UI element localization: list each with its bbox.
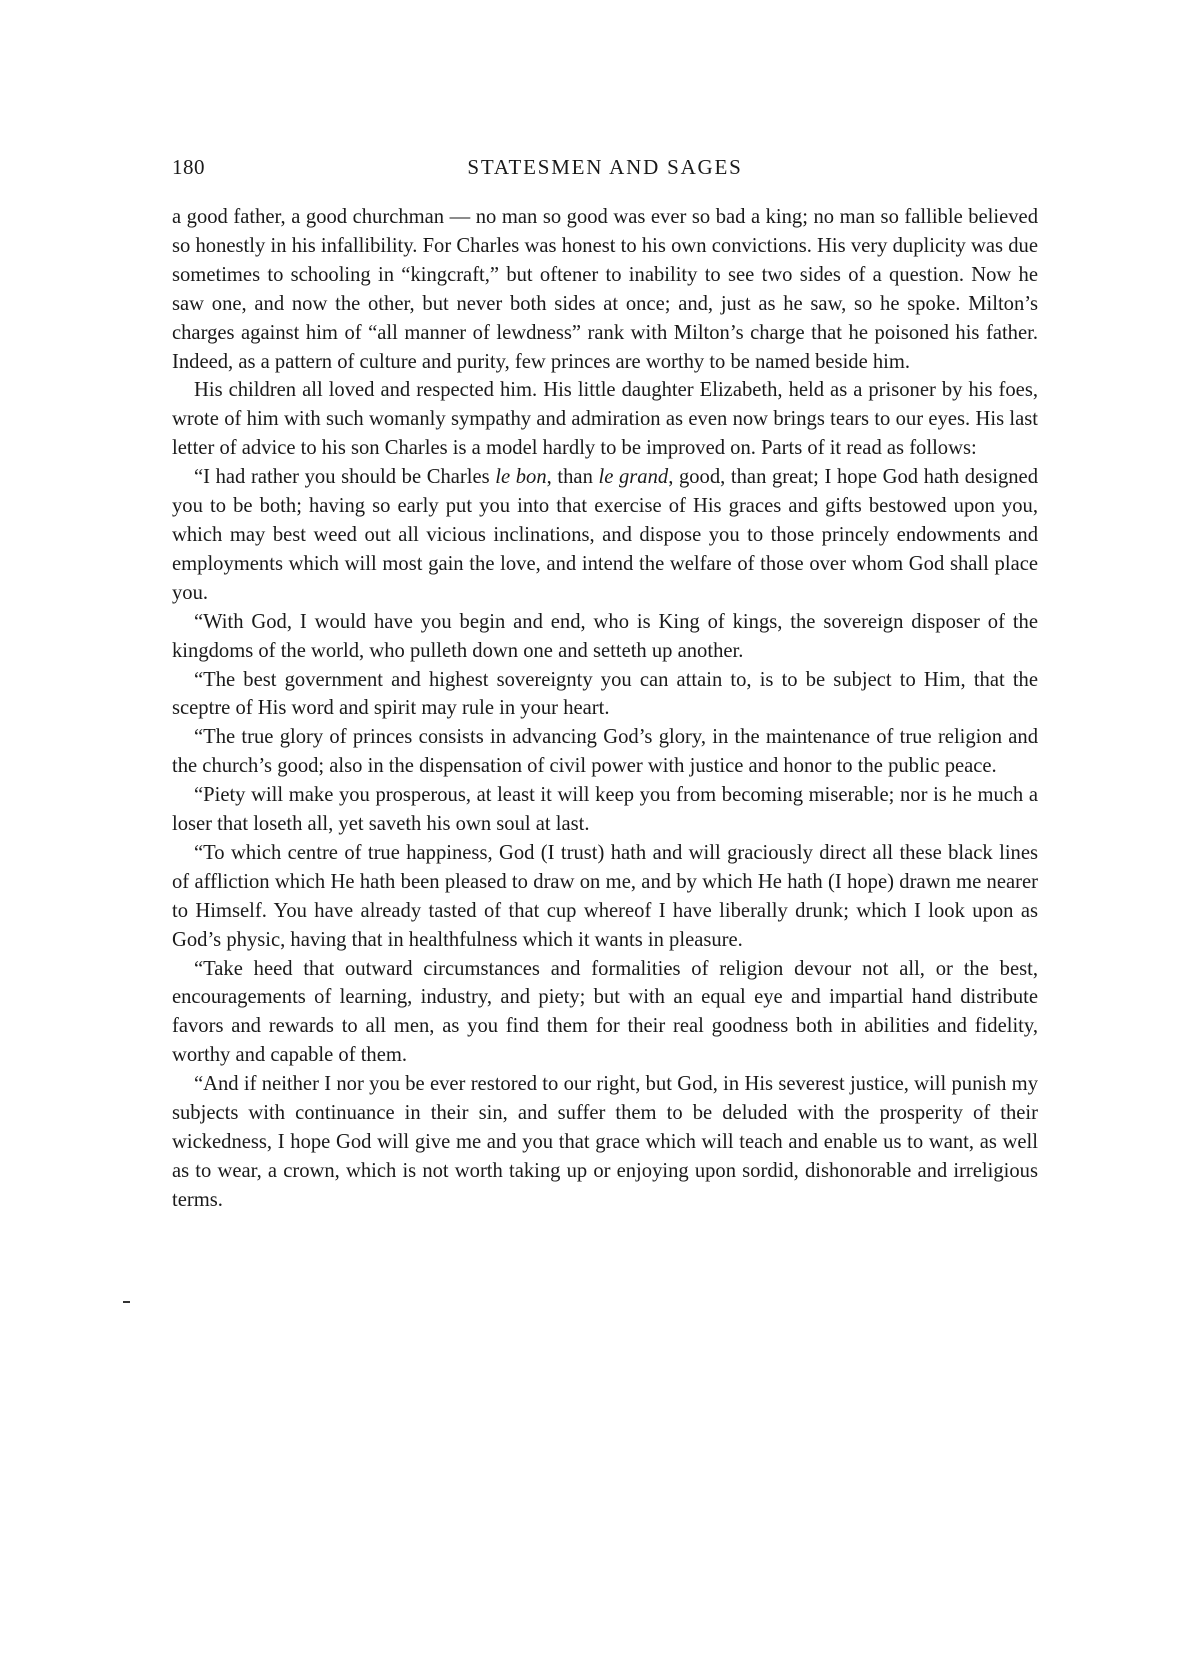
paragraph-letter-take-heed: “Take heed that outward circumstances and formalities of religion devour not all, or the best, encouragements of learning, industry, and piety; but with an equal eye and impartial hand distribute favors and rewards to all men, as you find them for their real goodness both in abilities and fidelity, worthy and capable of them. xyxy=(172,957,1038,1067)
paragraph-letter-restored: “And if neither I nor you be ever restored to our right, but God, in His severest justice, will punish my subjects with continuance in their sin, and suffer them to be deluded with the prosperity of their wickedness, I hope God will give me and you that grace which will teach and enable us to want, as well as to wear, a crown, which is not worth taking up or enjoying upon sordid, dishonorable and irreligious terms. xyxy=(172,1073,1038,1211)
paragraph-letter-piety: “Piety will make you prosperous, at least it will keep you from becoming miserable; nor is he much a loser that loseth all, yet saveth his own soul at last. xyxy=(172,784,1038,836)
running-title: STATESMEN AND SAGES xyxy=(467,155,743,179)
text-run: “I had rather you should be Charles xyxy=(194,466,496,489)
margin-mark xyxy=(123,1301,130,1303)
italic-phrase-le-bon: le bon xyxy=(495,466,547,489)
text-run: , good, than great; I hope God hath designed you to be both; having so early put you into that exercise of His graces and gifts bestowed upon you, which may best weed out all vicious inclinations, and dispose you to those princely endowments and employments which will most gain the love, and intend the welfare of those over whom God shall place you. xyxy=(172,466,1038,604)
paragraph-letter-with-god: “With God, I would have you begin and end, who is King of kings, the sovereign disposer of the kingdoms of the world, who pulleth down one and setteth up another. xyxy=(172,610,1038,662)
text-run: , than xyxy=(546,466,599,489)
paragraph-letter-glory: “The true glory of princes consists in advancing God’s glory, in the maintenance of true religion and the church’s good; also in the dispensation of civil power with justice and honor to the public peace. xyxy=(172,726,1038,778)
paragraph-children: His children all loved and respected him. His little daughter Elizabeth, held as a prisoner by his foes, wrote of him with such womanly sympathy and admiration as even now brings tears to our eyes. His last letter of advice to his son Charles is a model hardly to be improved on. Parts of it read as follows: xyxy=(172,379,1038,460)
paragraph-letter-happiness: “To which centre of true happiness, God (I trust) hath and will graciously direct all these black lines of affliction which He hath been pleased to draw on me, and by which He hath (I hope) drawn me nearer to Himself. You have already tasted of that cup whereof I have liberally drunk; which I look upon as God’s physic, having that in healthfulness which it wants in pleasure. xyxy=(172,841,1038,951)
running-head xyxy=(172,155,1038,185)
paragraph-letter-le-bon xyxy=(172,463,1038,608)
body-text xyxy=(172,203,1038,1215)
italic-phrase-le-grand: le grand xyxy=(598,466,669,489)
page-number: 180 xyxy=(172,155,205,179)
paragraph-continuation: a good father, a good churchman — no man so good was ever so bad a king; no man so fallible believed so honestly in his infallibility. For Charles was honest to his own convictions. His very duplicity was due sometimes to schooling in “kingcraft,” but oftener to inability to see two sides of a question. Now he saw one, and now the other, but never both sides at once; and, just as he saw, so he spoke. Milton’s charges against him of “all manner of lewdness” rank with Milton’s charge that he poisoned his father. Indeed, as a pattern of culture and purity, few princes are worthy to be named beside him. xyxy=(172,206,1038,373)
paragraph-letter-government: “The best government and highest sovereignty you can attain to, is to be subject to Him, that the sceptre of His word and spirit may rule in your heart. xyxy=(172,668,1038,720)
